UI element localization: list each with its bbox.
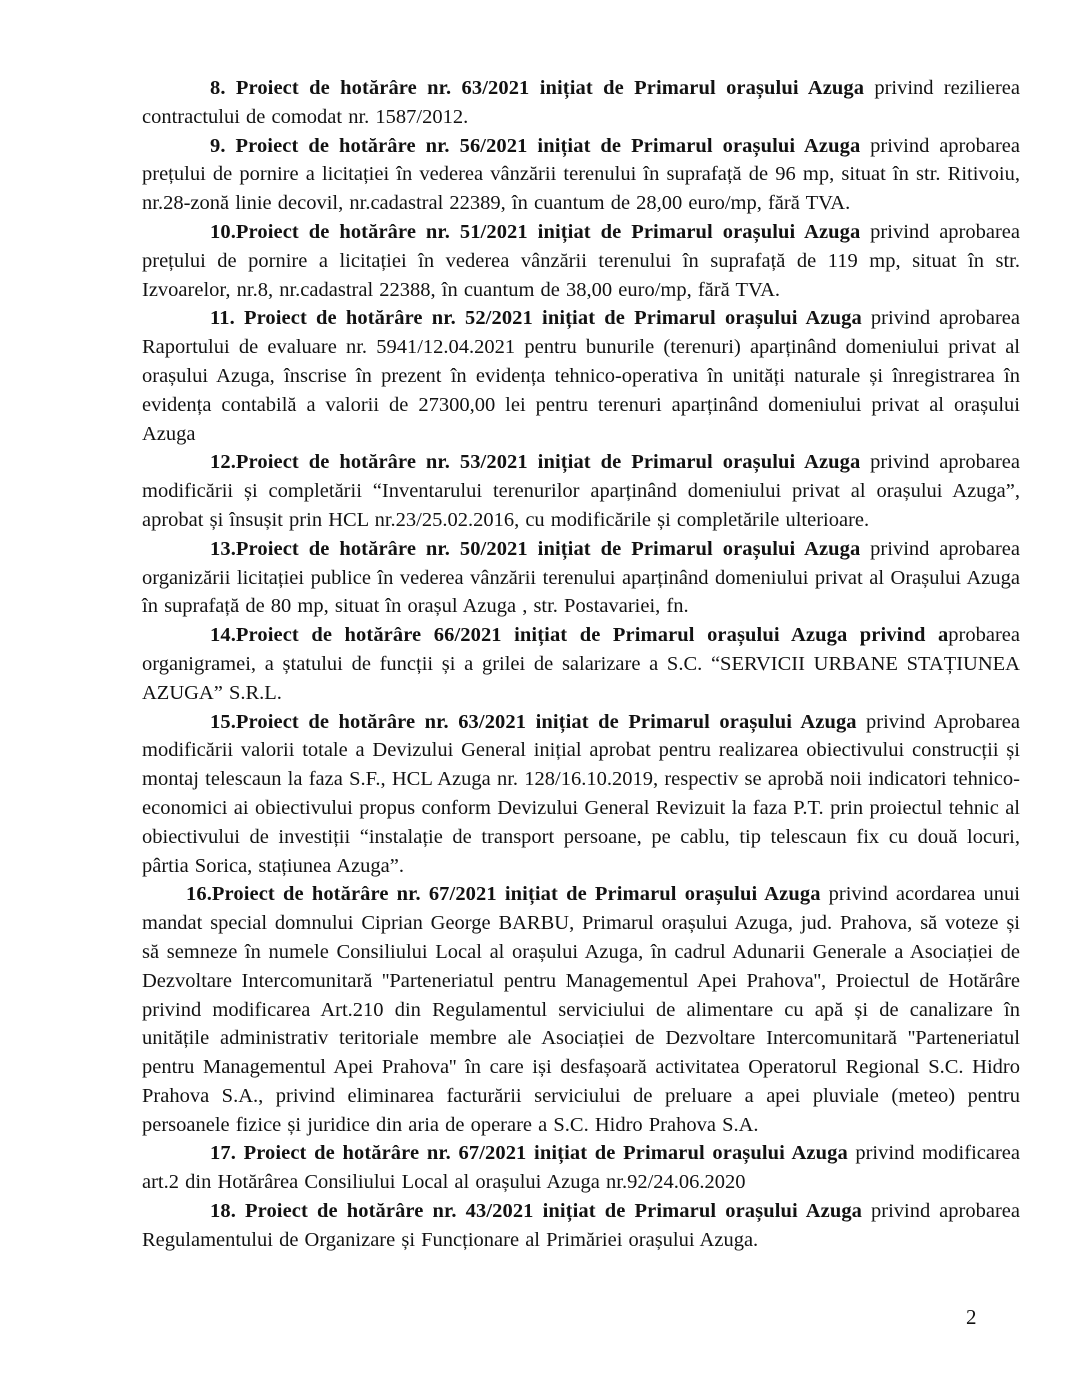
paragraph-heading: 14.Proiect de hotărâre 66/2021 inițiat de Primarul orașului Azuga privind a	[210, 624, 949, 647]
paragraph-heading: 13.Proiect de hotărâre nr. 50/2021 inițiat de Primarul orașului Azuga	[210, 537, 861, 560]
paragraph	[142, 1139, 1020, 1197]
paragraph-heading: 9. Proiect de hotărâre nr. 56/2021 inițiat de Primarul orașului Azuga	[210, 134, 861, 157]
paragraph-body: privind aprobarea organizării licitației publice în vederea vânzării terenului aparținând domeniului privat al Orașului Azuga în suprafață de 80 mp, situat în orașul Azuga , str. Postavariei, fn.	[142, 537, 1020, 618]
paragraph	[142, 218, 1020, 304]
paragraph-body: privind aprobarea prețului de pornire a licitației în vederea vânzării terenului în suprafață de 119 mp, situat în str. Izvoarelor, nr.8, nr.cadastral 22388, în cuantum de 38,00 euro/mp, fără TVA.	[142, 220, 1020, 301]
paragraph-heading: 10.Proiect de hotărâre nr. 51/2021 inițiat de Primarul orașului Azuga	[210, 220, 861, 243]
page-number: 2	[966, 1305, 977, 1329]
paragraphs-container	[142, 74, 1020, 1255]
paragraph-body: probarea organigramei, a ștatului de funcții și a grilei de salarizare a S.C. “SERVICII URBANE STAȚIUNEA AZUGA” S.R.L.	[142, 624, 1020, 704]
paragraph	[142, 621, 1020, 707]
paragraph-body: privind aprobarea prețului de pornire a licitației în vederea vânzării terenului în suprafață de 96 mp, situat în str. Ritivoiu, nr.28-zonă linie decovil, nr.cadastral 22389, în cuantum de 28,00 euro/mp, fără TVA.	[142, 134, 1020, 215]
paragraph-heading: 12.Proiect de hotărâre nr. 53/2021 inițiat de Primarul orașului Azuga	[210, 451, 861, 474]
paragraph	[142, 708, 1020, 881]
paragraph-body: privind modificarea art.2 din Hotărârea Consiliului Local al orașului Azuga nr.92/24.06.2020	[142, 1142, 1020, 1194]
paragraph-body: privind acordarea unui mandat special domnului Ciprian George BARBU, Primarul orașului Azuga, jud. Prahova, să voteze și să semneze în numele Consiliului Local al orașului Azuga, în cadrul Adunarii Generale a Asociației de Dezvoltare Intercomunitară ''Parteneriatul pentru Managementul Apei Prahova'', Proiectul de Hotărâre privind modificarea Art.210 din Regulamentul serviciului de alimentare cu apă și de canalizare în unitățile administrativ teritoriale membre ale Asociației de Dezvoltare Intercomunitară ''Parteneriatul pentru Managementul Apei Prahova'' în care iși desfașoară activitatea Operatorul Regional S.C. Hidro Prahova S.A., privind eliminarea facturării serviciului de preluare a apei pluviale (meteo) pentru persoanele fizice și juridice din aria de operare a S.C. Hidro Prahova S.A.	[142, 883, 1020, 1136]
paragraph	[142, 1197, 1020, 1255]
paragraph-heading: 16.Proiect de hotărâre nr. 67/2021 inițiat de Primarul orașului Azuga	[186, 883, 821, 906]
paragraph	[142, 304, 1020, 448]
paragraph-body: privind aprobarea Raportului de evaluare nr. 5941/12.04.2021 pentru bunurile (terenuri) aparținând domeniului privat al orașului Azuga, înscrise în prezent în evidența tehnico-operativa în unități naturale și înregistrarea în evidența contabilă a valorii de 27300,00 lei pentru terenuri aparținând domeniului privat al orașului Azuga	[142, 307, 1020, 445]
paragraph-body: privind aprobarea Regulamentului de Organizare și Funcționare al Primăriei orașului Azuga.	[142, 1200, 1020, 1251]
paragraph-heading: 8. Proiect de hotărâre nr. 63/2021 inițiat de Primarul orașului Azuga	[210, 77, 865, 99]
paragraph-body: privind Aprobarea modificării valorii totale a Devizului General inițial aprobat pentru realizarea obiectivului construcții și montaj telescaun la faza S.F., HCL Azuga nr. 128/16.10.2019, respectiv se aprobă noii indicatori tehnico-economici ai obiectivului propus conform Devizului General Revizuit la faza P.T. prin proiectul tehnic al obiectivului de investiții “instalație de transport persoane, pe cablu, tip telescaun fix cu două locuri, pârtia Sorica, stațiunea Azuga”.	[142, 710, 1021, 877]
paragraph	[142, 74, 1020, 132]
paragraph-heading: 18. Proiect de hotărâre nr. 43/2021 inițiat de Primarul orașului Azuga	[210, 1200, 863, 1223]
paragraph-heading: 17. Proiect de hotărâre nr. 67/2021 inițiat de Primarul orașului Azuga	[210, 1142, 848, 1165]
paragraph-body: privind aprobarea modificării și completării “Inventarului terenurilor aparținând domeniului privat al orașului Azuga”, aprobat și însușit prin HCL nr.23/25.02.2016, cu modificările și completările ulterioare.	[142, 451, 1020, 531]
paragraph	[142, 535, 1020, 621]
paragraph-heading: 11. Proiect de hotărâre nr. 52/2021 inițiat de Primarul orașului Azuga	[210, 307, 862, 330]
paragraph	[142, 132, 1020, 218]
paragraph	[142, 448, 1020, 534]
paragraph	[142, 880, 1020, 1139]
paragraph-body: privind rezilierea contractului de comodat nr. 1587/2012.	[142, 77, 1020, 128]
paragraph-heading: 15.Proiect de hotărâre nr. 63/2021 inițiat de Primarul orașului Azuga	[210, 710, 857, 733]
